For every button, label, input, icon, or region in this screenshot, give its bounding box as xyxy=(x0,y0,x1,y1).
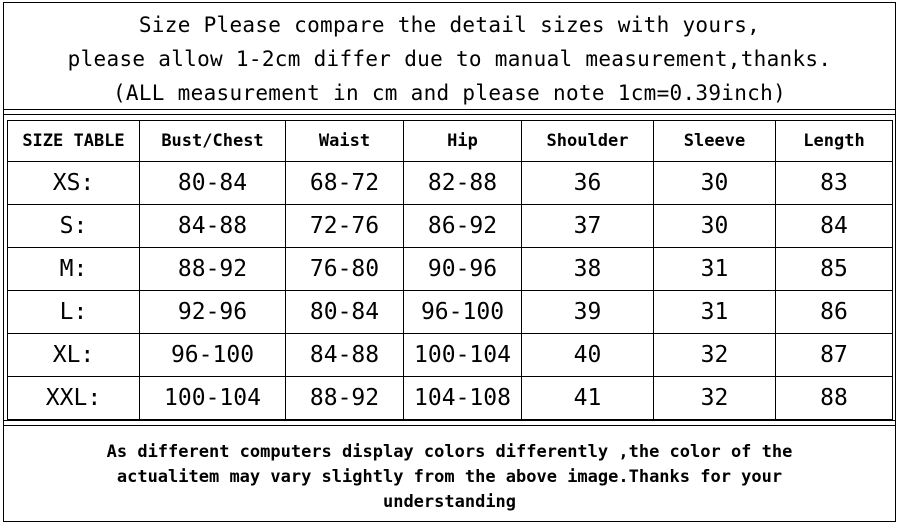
shoulder-cell: 40 xyxy=(522,334,654,377)
divider-top-1 xyxy=(4,109,895,110)
hip-cell: 96-100 xyxy=(404,291,522,334)
header-line-2: please allow 1-2cm differ due to manual measurement,thanks. xyxy=(67,47,832,71)
table-row xyxy=(8,291,893,334)
hip-cell: 82-88 xyxy=(404,162,522,205)
size-chart-frame xyxy=(3,2,896,522)
size-label-cell: M: xyxy=(8,248,140,291)
color-disclaimer xyxy=(4,440,895,515)
table-row xyxy=(8,248,893,291)
bust-cell: 100-104 xyxy=(140,377,286,420)
length-cell: 83 xyxy=(776,162,893,205)
table-row xyxy=(8,205,893,248)
column-header: SIZE TABLE xyxy=(8,121,140,162)
shoulder-cell: 38 xyxy=(522,248,654,291)
table-header-row xyxy=(8,121,893,162)
shoulder-cell: 41 xyxy=(522,377,654,420)
column-header: Hip xyxy=(404,121,522,162)
shoulder-cell: 39 xyxy=(522,291,654,334)
sleeve-cell: 30 xyxy=(654,205,776,248)
divider-bottom-2 xyxy=(4,425,895,426)
hip-cell: 104-108 xyxy=(404,377,522,420)
shoulder-cell: 37 xyxy=(522,205,654,248)
column-header: Sleeve xyxy=(654,121,776,162)
size-label-cell: XL: xyxy=(8,334,140,377)
size-label-cell: XS: xyxy=(8,162,140,205)
hip-cell: 86-92 xyxy=(404,205,522,248)
length-cell: 87 xyxy=(776,334,893,377)
length-cell: 86 xyxy=(776,291,893,334)
bust-cell: 80-84 xyxy=(140,162,286,205)
column-header: Shoulder xyxy=(522,121,654,162)
hip-cell: 90-96 xyxy=(404,248,522,291)
header-line-1: Size Please compare the detail sizes with yours, xyxy=(138,13,761,37)
size-chart-header xyxy=(4,8,895,110)
divider-top-2 xyxy=(4,114,895,115)
bust-cell: 88-92 xyxy=(140,248,286,291)
footer-line-2: actualitem may vary slightly from the above image.Thanks for your xyxy=(116,467,783,487)
waist-cell: 72-76 xyxy=(286,205,404,248)
bust-cell: 92-96 xyxy=(140,291,286,334)
size-table xyxy=(7,120,893,420)
waist-cell: 88-92 xyxy=(286,377,404,420)
waist-cell: 76-80 xyxy=(286,248,404,291)
footer-line-1: As different computers display colors differently ,the color of the xyxy=(106,442,793,462)
size-label-cell: S: xyxy=(8,205,140,248)
column-header: Length xyxy=(776,121,893,162)
sleeve-cell: 32 xyxy=(654,377,776,420)
table-row xyxy=(8,377,893,420)
table-row xyxy=(8,334,893,377)
bust-cell: 84-88 xyxy=(140,205,286,248)
length-cell: 85 xyxy=(776,248,893,291)
sleeve-cell: 31 xyxy=(654,248,776,291)
header-line-3: (ALL measurement in cm and please note 1cm=0.39inch) xyxy=(112,81,787,105)
sleeve-cell: 32 xyxy=(654,334,776,377)
column-header: Bust/Chest xyxy=(140,121,286,162)
divider-bottom-1 xyxy=(4,420,895,421)
waist-cell: 68-72 xyxy=(286,162,404,205)
size-label-cell: L: xyxy=(8,291,140,334)
sleeve-cell: 31 xyxy=(654,291,776,334)
sleeve-cell: 30 xyxy=(654,162,776,205)
footer-line-3: understanding xyxy=(382,492,517,512)
shoulder-cell: 36 xyxy=(522,162,654,205)
size-label-cell: XXL: xyxy=(8,377,140,420)
table-row xyxy=(8,162,893,205)
waist-cell: 84-88 xyxy=(286,334,404,377)
bust-cell: 96-100 xyxy=(140,334,286,377)
length-cell: 84 xyxy=(776,205,893,248)
column-header: Waist xyxy=(286,121,404,162)
length-cell: 88 xyxy=(776,377,893,420)
waist-cell: 80-84 xyxy=(286,291,404,334)
hip-cell: 100-104 xyxy=(404,334,522,377)
